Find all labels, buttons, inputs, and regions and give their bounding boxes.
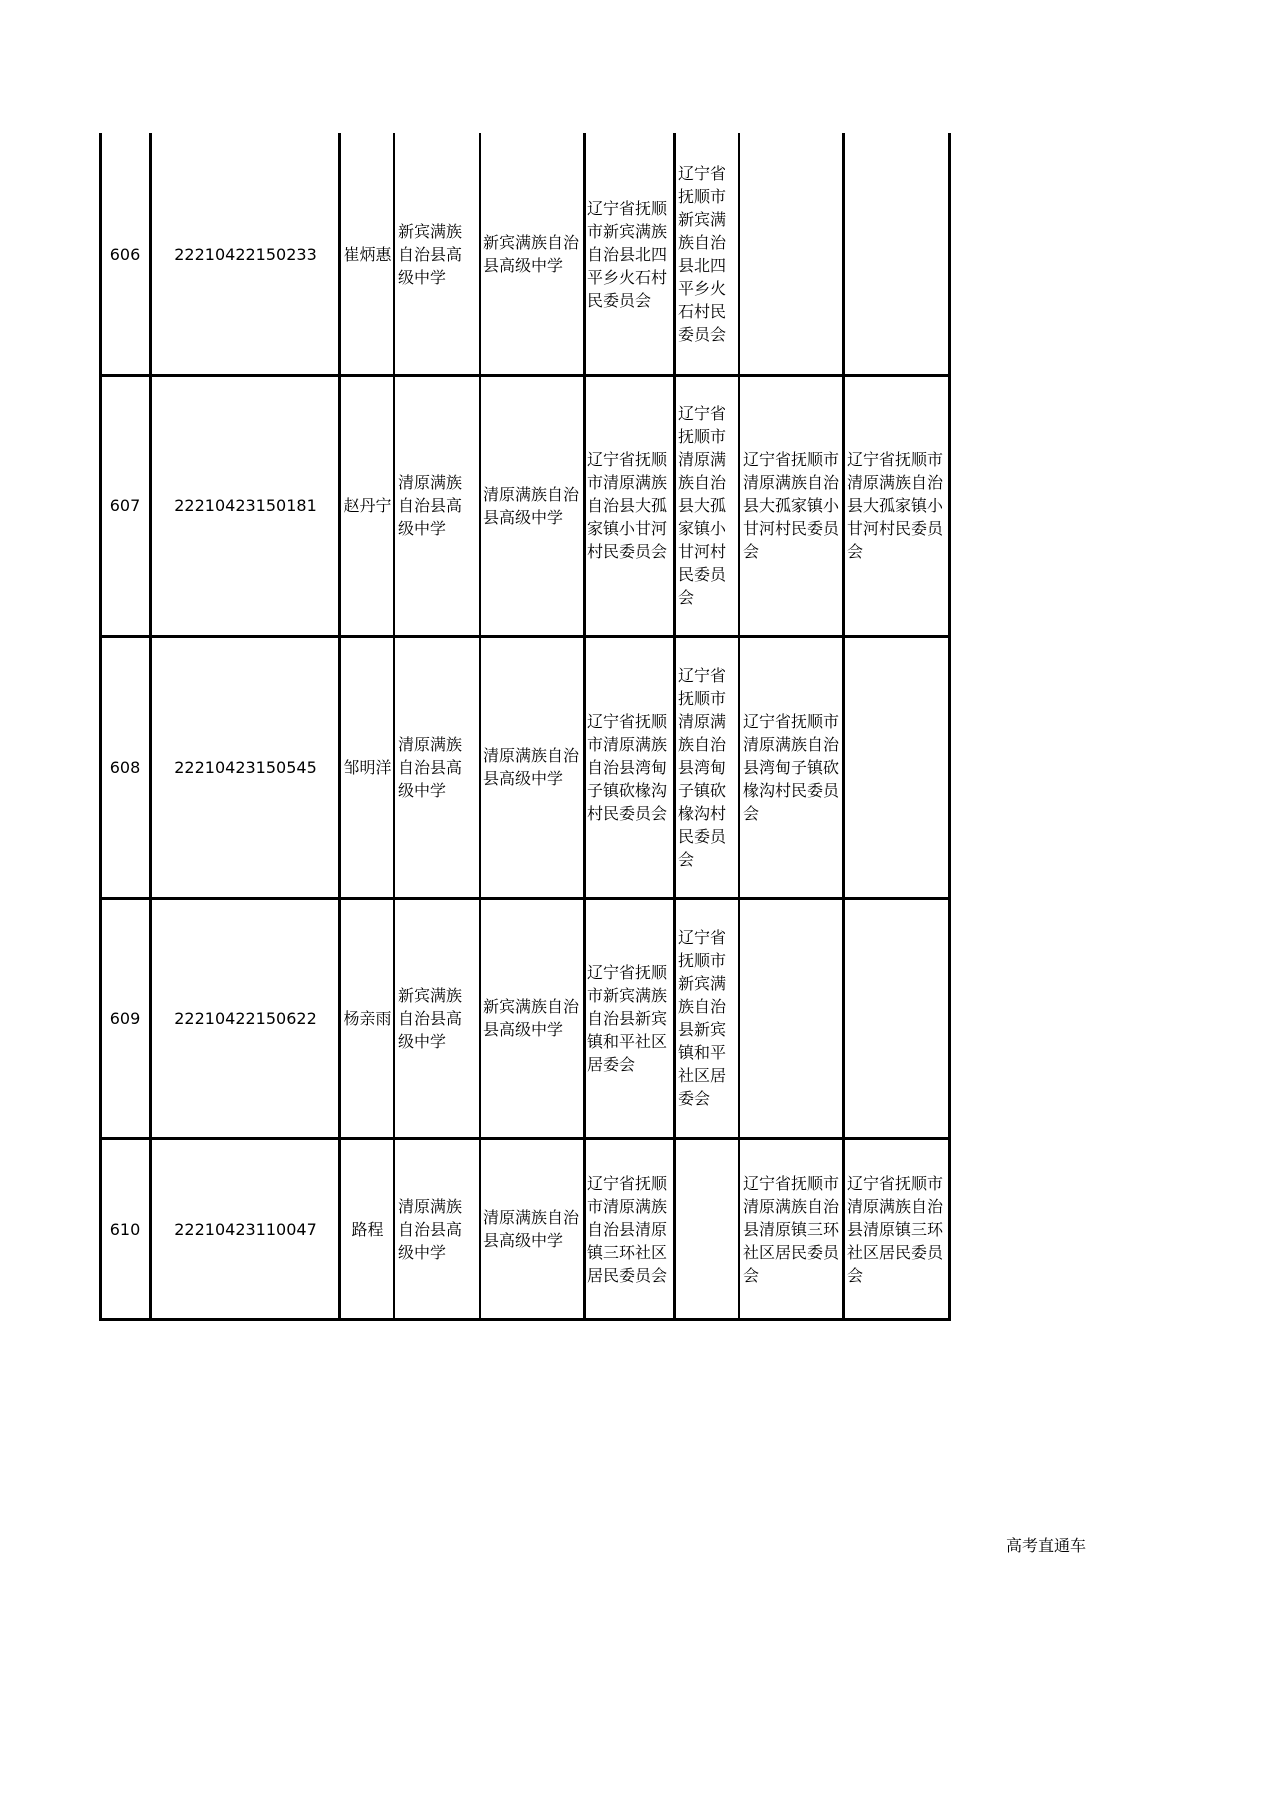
- row-number-text: 610: [109, 1219, 141, 1239]
- grid-line: [99, 897, 951, 900]
- residence-address-cell-text: 辽宁省抚顺市清原满族自治县大孤家镇小甘河村民委员会: [743, 450, 840, 561]
- exam-id: [151, 1138, 340, 1320]
- exam-id-text: 22210423150545: [174, 757, 317, 777]
- graduating-school-cell: [480, 133, 584, 375]
- residence-address-cell: [740, 898, 844, 1138]
- household-address-cell: [584, 898, 675, 1138]
- grid-line: [99, 374, 951, 377]
- grid-line: [948, 133, 951, 1320]
- family-address-cell-text: 辽宁省抚顺市清原满族自治县大孤家镇小甘河村民委员会: [847, 450, 944, 561]
- parent-address-cell: [675, 898, 740, 1138]
- row-number: [99, 133, 151, 375]
- school-cell-text: 新宾满族自治县高级中学: [398, 221, 463, 287]
- school-cell-text: 清原满族自治县高级中学: [398, 473, 463, 538]
- household-address-cell-text: 辽宁省抚顺市新宾满族自治县新宾镇和平社区居委会: [587, 962, 668, 1074]
- residence-address-cell: [740, 375, 844, 636]
- household-address-cell: [584, 636, 675, 898]
- graduating-school-cell: [480, 375, 584, 636]
- residence-address-cell-text: 辽宁省抚顺市清原满族自治县湾甸子镇砍椽沟村民委员会: [743, 711, 840, 823]
- table-row: [99, 1138, 951, 1320]
- residence-address-cell-text: 辽宁省抚顺市清原满族自治县清原镇三环社区居民委员会: [743, 1173, 840, 1285]
- row-number-text: 609: [109, 1008, 141, 1028]
- table-row: [99, 133, 951, 375]
- school-cell-text: 新宾满族自治县高级中学: [398, 985, 463, 1051]
- exam-id: [151, 375, 340, 636]
- school-cell-text: 清原满族自治县高级中学: [398, 734, 463, 800]
- residence-address-cell: [740, 133, 844, 375]
- school-cell-text: 清原满族自治县高级中学: [398, 1196, 463, 1262]
- parent-address-cell-text: 辽宁省抚顺市清原满族自治县大孤家镇小甘河村民委员会: [678, 404, 727, 607]
- household-address-cell: [584, 1138, 675, 1320]
- exam-id: [151, 133, 340, 375]
- family-address-cell: [844, 133, 951, 375]
- exam-id: [151, 898, 340, 1138]
- table-row: [99, 636, 951, 898]
- exam-id-text: 22210423150181: [174, 496, 317, 515]
- exam-id-text: 22210422150233: [174, 244, 317, 264]
- student-name: [340, 898, 395, 1138]
- parent-address-cell: [675, 375, 740, 636]
- grid-line: [393, 133, 395, 1320]
- exam-id: [151, 636, 340, 898]
- graduating-school-cell-text: 清原满族自治县高级中学: [483, 484, 580, 527]
- grid-line: [338, 133, 341, 1320]
- parent-address-cell-text: 辽宁省抚顺市清原满族自治县湾甸子镇砍椽沟村民委员会: [678, 665, 727, 869]
- grid-line: [99, 635, 951, 638]
- row-number-text: 606: [109, 244, 141, 264]
- parent-address-cell-text: 辽宁省抚顺市新宾满族自治县北四平乡火石村民委员会: [678, 164, 727, 344]
- family-address-cell: [844, 1138, 951, 1320]
- grid-line: [99, 133, 102, 1320]
- table-row: [99, 898, 951, 1138]
- grid-line: [583, 133, 586, 1320]
- household-address-cell-text: 辽宁省抚顺市新宾满族自治县北四平乡火石村民委员会: [587, 198, 668, 310]
- parent-address-cell: [675, 1138, 740, 1320]
- row-number: [99, 898, 151, 1138]
- graduating-school-cell-text: 清原满族自治县高级中学: [483, 746, 580, 788]
- family-address-cell: [844, 898, 951, 1138]
- graduating-school-cell: [480, 1138, 584, 1320]
- household-address-cell-text: 辽宁省抚顺市清原满族自治县清原镇三环社区居民委员会: [587, 1173, 668, 1285]
- family-address-cell: [844, 636, 951, 898]
- graduating-school-cell-text: 新宾满族自治县高级中学: [483, 233, 580, 275]
- graduating-school-cell-text: 新宾满族自治县高级中学: [483, 997, 580, 1039]
- school-cell: [395, 1138, 480, 1320]
- student-name: [340, 375, 395, 636]
- student-name: [340, 1138, 395, 1320]
- residence-address-cell: [740, 636, 844, 898]
- records-table: [99, 133, 951, 1320]
- graduating-school-cell: [480, 898, 584, 1138]
- row-number: [99, 1138, 151, 1320]
- grid-line: [673, 133, 676, 1320]
- household-address-cell-text: 辽宁省抚顺市清原满族自治县大孤家镇小甘河村民委员会: [587, 450, 668, 561]
- grid-line: [842, 133, 845, 1320]
- school-cell: [395, 375, 480, 636]
- grid-line: [99, 1137, 951, 1140]
- residence-address-cell: [740, 1138, 844, 1320]
- row-number: [99, 636, 151, 898]
- student-name-text: 路程: [351, 1219, 384, 1239]
- school-cell: [395, 898, 480, 1138]
- student-name-text: 赵丹宁: [343, 496, 392, 515]
- row-number: [99, 375, 151, 636]
- parent-address-cell-text: 辽宁省抚顺市新宾满族自治县新宾镇和平社区居委会: [678, 928, 727, 1108]
- student-name-text: 崔炳惠: [343, 244, 392, 264]
- row-number-text: 608: [109, 757, 141, 777]
- family-address-cell-text: 辽宁省抚顺市清原满族自治县清原镇三环社区居民委员会: [847, 1173, 944, 1285]
- table-row: [99, 375, 951, 636]
- row-number-text: 607: [109, 496, 141, 515]
- school-cell: [395, 133, 480, 375]
- admission-table: [99, 133, 951, 1320]
- student-name: [340, 636, 395, 898]
- grid-line: [738, 133, 740, 1320]
- graduating-school-cell: [480, 636, 584, 898]
- student-name-text: 邹明洋: [343, 757, 392, 777]
- student-name: [340, 133, 395, 375]
- grid-line: [99, 1318, 951, 1321]
- exam-id-text: 22210422150622: [174, 1008, 317, 1028]
- grid-line: [479, 133, 481, 1320]
- parent-address-cell: [675, 133, 740, 375]
- school-cell: [395, 636, 480, 898]
- household-address-cell-text: 辽宁省抚顺市清原满族自治县湾甸子镇砍椽沟村民委员会: [587, 711, 668, 823]
- watermark: 高考直通车: [1005, 1536, 1086, 1555]
- graduating-school-cell-text: 清原满族自治县高级中学: [483, 1208, 580, 1250]
- household-address-cell: [584, 133, 675, 375]
- parent-address-cell: [675, 636, 740, 898]
- family-address-cell: [844, 375, 951, 636]
- household-address-cell: [584, 375, 675, 636]
- student-name-text: 杨亲雨: [343, 1008, 392, 1028]
- grid-line: [149, 133, 152, 1320]
- exam-id-text: 22210423110047: [174, 1219, 317, 1239]
